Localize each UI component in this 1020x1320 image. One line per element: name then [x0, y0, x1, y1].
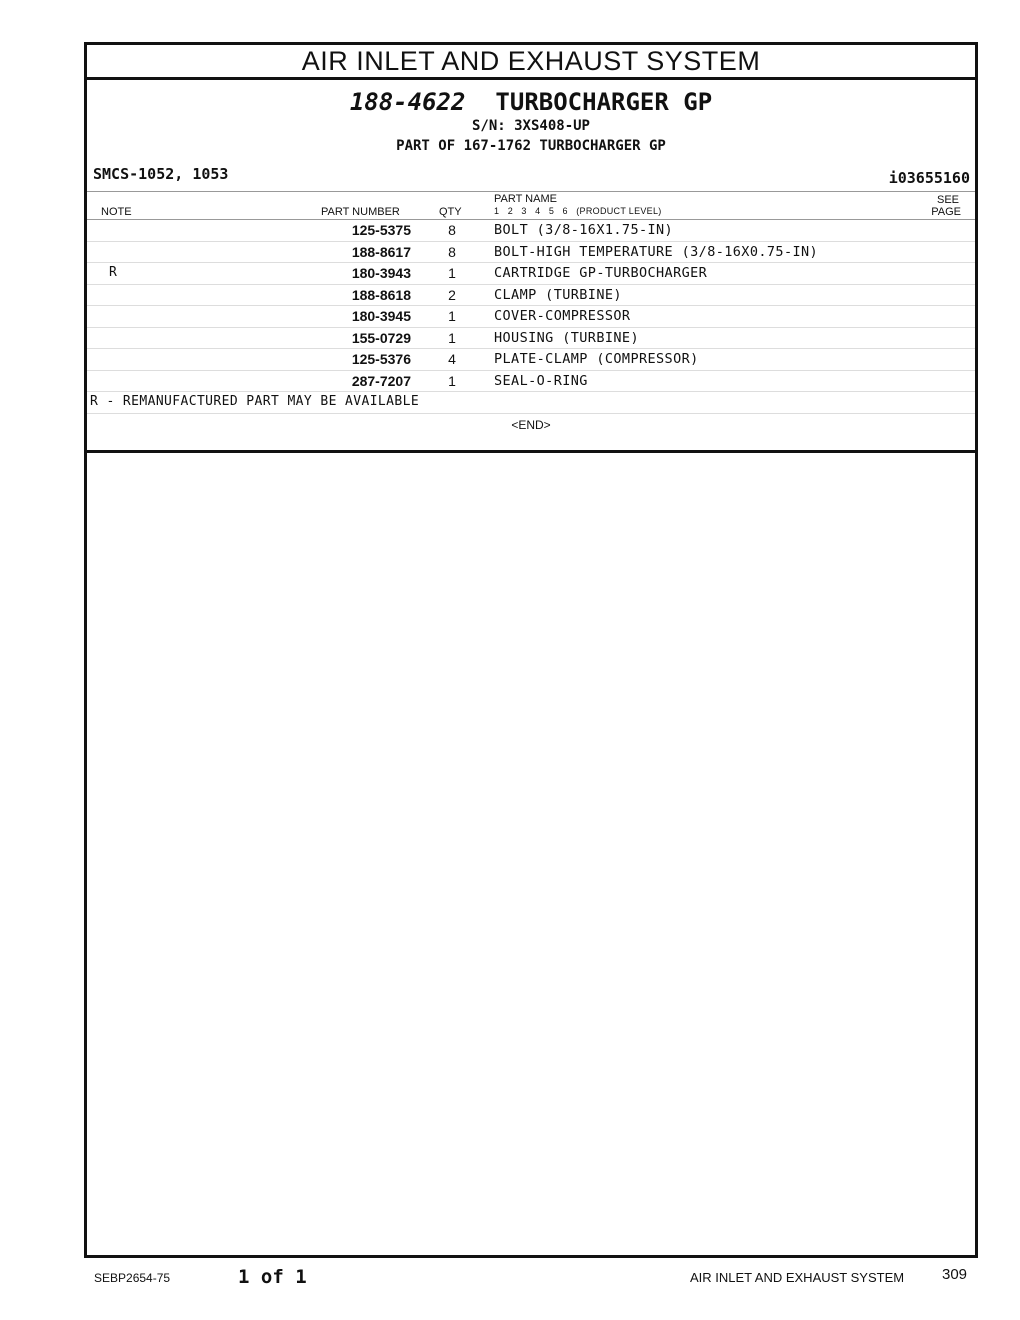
row-part-number: 155-0729 [351, 329, 411, 346]
footer-page-number: 309 [942, 1266, 968, 1283]
row-part-number: 125-5375 [351, 222, 411, 238]
table-row [87, 285, 975, 307]
row-qty: 4 [448, 351, 456, 367]
row-qty: 8 [448, 222, 456, 238]
table-row [87, 242, 975, 264]
row-qty: 1 [448, 308, 456, 324]
serial-number: S/N: 3XS408-UP [471, 118, 590, 134]
row-qty: 1 [448, 265, 456, 281]
footer-doc-id: SEBP2654-75 [94, 1271, 171, 1285]
smcs-code: SMCS-1052, 1053 [93, 165, 229, 183]
header-product-levels: 1 2 3 4 5 6 (PRODUCT LEVEL) [494, 206, 662, 216]
group-name: TURBOCHARGER GP [495, 88, 713, 116]
row-part-number: 180-3943 [351, 265, 411, 281]
column-header [87, 191, 975, 220]
row-part-number: 287-7207 [351, 372, 411, 389]
end-marker: <END> [511, 418, 551, 432]
row-part-name: HOUSING (TURBINE) [494, 329, 639, 346]
row-part-name: COVER-COMPRESSOR [494, 308, 631, 324]
table-row [87, 349, 975, 371]
row-note: R [109, 265, 117, 280]
illustration-id: i03655160 [888, 169, 970, 187]
header-part-number: PART NUMBER [321, 206, 400, 218]
row-part-name: BOLT (3/8-16X1.75-IN) [494, 222, 674, 238]
header-note: NOTE [101, 206, 132, 218]
header-see: SEE [936, 194, 959, 206]
row-part-name: SEAL-O-RING [494, 372, 588, 389]
row-part-name: BOLT-HIGH TEMPERATURE (3/8-16X0.75-IN) [494, 243, 819, 260]
row-part-name: CLAMP (TURBINE) [494, 286, 622, 303]
row-qty: 1 [448, 329, 456, 346]
group-heading [87, 88, 975, 116]
table-row [87, 306, 975, 328]
header-qty: QTY [439, 206, 462, 218]
table-row [87, 263, 975, 285]
table-bottom-rule [87, 450, 975, 453]
part-of: PART OF 167-1762 TURBOCHARGER GP [396, 138, 666, 154]
footer-page-count: 1 of 1 [238, 1266, 307, 1288]
row-qty: 2 [448, 286, 456, 303]
table-row [87, 371, 975, 393]
page-frame [84, 42, 978, 1258]
row-qty: 1 [448, 372, 456, 389]
row-part-name: CARTRIDGE GP-TURBOCHARGER [494, 265, 708, 281]
row-part-number: 188-8617 [351, 243, 411, 260]
table-row [87, 220, 975, 242]
row-part-number: 188-8618 [351, 286, 411, 303]
header-page: PAGE [931, 206, 961, 218]
group-part-number: 188-4622 [349, 88, 466, 116]
header-part-name: PART NAME [494, 193, 557, 205]
row-part-name: PLATE-CLAMP (COMPRESSOR) [494, 351, 699, 367]
row-part-number: 180-3945 [351, 308, 411, 324]
table-row [87, 328, 975, 350]
section-title: AIR INLET AND EXHAUST SYSTEM [87, 45, 975, 80]
row-part-number: 125-5376 [351, 351, 411, 367]
row-qty: 8 [448, 243, 456, 260]
footer-section-title: AIR INLET AND EXHAUST SYSTEM [690, 1270, 905, 1285]
parts-list [87, 220, 975, 414]
remanufactured-remark: R - REMANUFACTURED PART MAY BE AVAILABLE [87, 392, 975, 414]
